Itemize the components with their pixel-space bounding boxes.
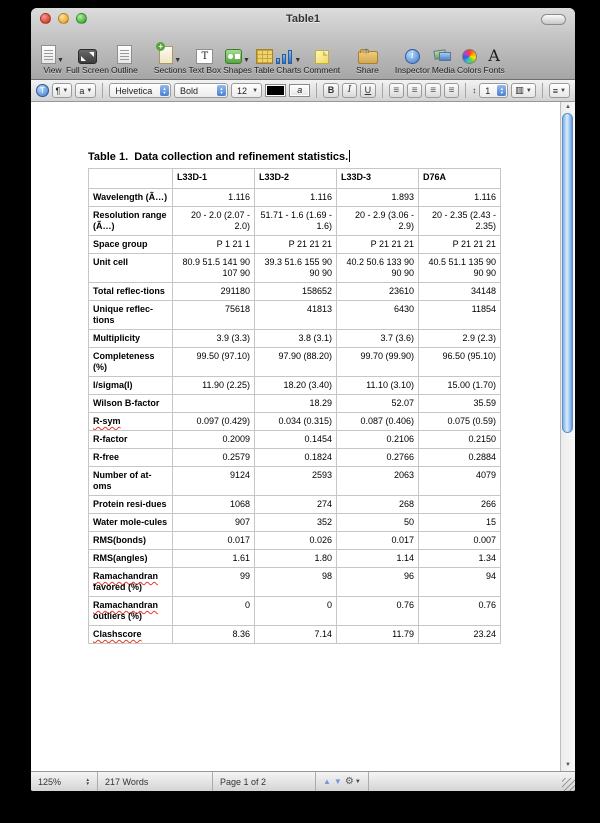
chevron-down-icon: ▼	[86, 87, 93, 94]
value-cell[interactable]: 34148	[419, 283, 501, 301]
sections-icon	[159, 46, 173, 64]
table-row	[89, 449, 501, 467]
full-screen-icon	[78, 49, 97, 64]
sections-button[interactable]	[154, 41, 187, 75]
italic-button[interactable]: I	[342, 83, 357, 98]
value-cell[interactable]: 1068	[173, 496, 255, 514]
table-row	[89, 597, 501, 626]
toolbar-label: Charts	[276, 65, 302, 75]
value-cell[interactable]: 1.34	[419, 550, 501, 568]
value-cell[interactable]: 40.5 51.1 135 90 90 90	[419, 254, 501, 283]
row-label: Multiplicity	[93, 333, 140, 343]
value-cell[interactable]: 98	[255, 568, 337, 597]
toolbar-label: Text Box	[188, 65, 222, 75]
value-cell[interactable]: 1.893	[337, 189, 419, 207]
value-cell[interactable]: 97.90 (88.20)	[255, 348, 337, 377]
row-label-cell[interactable]	[89, 597, 173, 626]
text-box-button[interactable]	[188, 41, 221, 75]
value-cell[interactable]: 23610	[337, 283, 419, 301]
value-cell[interactable]: 20 - 2.35 (2.43 - 2.35)	[419, 207, 501, 236]
scroll-up-arrow-icon[interactable]: ▲	[565, 104, 571, 110]
columns-icon: ▥	[515, 85, 524, 95]
document-area[interactable]	[31, 102, 575, 771]
value-cell[interactable]: 907	[173, 514, 255, 532]
share-icon	[358, 51, 378, 64]
value-cell[interactable]: 2593	[255, 467, 337, 496]
colors-icon	[462, 49, 477, 64]
text-box-icon: T	[196, 49, 213, 64]
value-cell[interactable]: 0.2884	[419, 449, 501, 467]
value-cell[interactable]: 1.14	[337, 550, 419, 568]
table-icon	[256, 49, 273, 64]
row-label-cell[interactable]	[89, 413, 173, 431]
outline-button[interactable]	[111, 41, 138, 75]
value-cell[interactable]: 352	[255, 514, 337, 532]
stepper-icon: ▲ ▼	[217, 85, 226, 96]
misspelled-word: Clashscore	[93, 629, 142, 639]
value-cell[interactable]: 0.2579	[173, 449, 255, 467]
value-cell[interactable]: 50	[337, 514, 419, 532]
row-label: R-free	[93, 452, 120, 462]
gear-menu-button[interactable]: ⚙ ▼	[344, 776, 361, 787]
zoom-stepper-icon[interactable]: ▲ ▼	[85, 776, 90, 786]
table-button[interactable]	[254, 41, 274, 75]
paragraph-style-dropdown[interactable]	[52, 83, 73, 98]
value-cell[interactable]	[173, 395, 255, 413]
header-cell[interactable]: L33D-3	[337, 169, 419, 189]
outline-icon	[117, 45, 132, 64]
zoom-control[interactable]	[31, 772, 98, 791]
vertical-scrollbar[interactable]	[560, 102, 575, 771]
misspelled-word: Ramachandran	[93, 600, 159, 610]
zoom-window-button[interactable]	[76, 13, 87, 24]
row-label-cell[interactable]	[89, 330, 173, 348]
value-cell[interactable]: P 1 21 1	[173, 236, 255, 254]
value-cell[interactable]: 9124	[173, 467, 255, 496]
value-cell[interactable]: 99.50 (97.10)	[173, 348, 255, 377]
media-button[interactable]	[432, 41, 455, 75]
value-cell[interactable]: 99.70 (99.90)	[337, 348, 419, 377]
value-cell[interactable]: 39.3 51.6 155 90 90 90	[255, 254, 337, 283]
value-cell[interactable]: 11.90 (2.25)	[173, 377, 255, 395]
comment-button[interactable]	[303, 41, 340, 75]
view-button[interactable]	[41, 41, 64, 75]
charts-icon	[276, 49, 293, 64]
table-row	[89, 467, 501, 496]
chevron-down-icon: ▼	[559, 87, 566, 94]
row-label-cell[interactable]	[89, 377, 173, 395]
value-cell[interactable]: 1.61	[173, 550, 255, 568]
caption-text[interactable]: Table 1. Data collection and refinement statistics.	[88, 151, 349, 163]
value-cell[interactable]: 0.007	[419, 532, 501, 550]
row-label: Resolution range (Ã…)	[93, 210, 167, 231]
window-title: Table1	[285, 12, 321, 25]
scrollbar-thumb[interactable]	[562, 113, 573, 433]
value-cell[interactable]: 2063	[337, 467, 419, 496]
toolbar-label: Colors	[456, 65, 482, 75]
table-row	[89, 377, 501, 395]
table-row	[89, 568, 501, 597]
misspelled-word: Ramachandran	[93, 571, 159, 581]
row-label-cell[interactable]	[89, 207, 173, 236]
value-cell[interactable]: 1.116	[419, 189, 501, 207]
chevron-down-icon: ▼	[243, 57, 250, 64]
divider	[465, 83, 466, 98]
list-icon: ≡	[552, 85, 558, 96]
value-cell[interactable]: 0.2766	[337, 449, 419, 467]
align-left-button[interactable]: ≡	[389, 83, 404, 98]
value-cell[interactable]: 11.79	[337, 626, 419, 644]
chevron-down-icon: ▼	[252, 87, 259, 94]
divider	[382, 83, 383, 98]
row-label-cell[interactable]	[89, 626, 173, 644]
row-label: Protein resi-dues	[93, 499, 167, 509]
value-cell[interactable]: 96.50 (95.10)	[419, 348, 501, 377]
value-cell[interactable]: 0.2106	[337, 431, 419, 449]
value-cell[interactable]: 11854	[419, 301, 501, 330]
value-cell[interactable]: 1.116	[173, 189, 255, 207]
table-row	[89, 330, 501, 348]
value-cell[interactable]: P 21 21 21	[337, 236, 419, 254]
table-row	[89, 532, 501, 550]
chevron-down-icon: ▼	[174, 57, 182, 64]
row-label-cell[interactable]	[89, 301, 173, 330]
word-count: 217 Words	[98, 772, 213, 791]
value-cell[interactable]: 0.1824	[255, 449, 337, 467]
value-cell[interactable]: 268	[337, 496, 419, 514]
row-label: favored (%)	[93, 582, 143, 592]
header-cell[interactable]: L33D-1	[173, 169, 255, 189]
value-cell[interactable]: 274	[255, 496, 337, 514]
format-context-icon: T	[36, 84, 49, 97]
align-justify-button[interactable]: ≡	[444, 83, 459, 98]
text-color-well[interactable]	[265, 84, 286, 97]
toolbar-label: Share	[356, 65, 379, 75]
chevron-down-icon: ▼	[294, 57, 302, 64]
value-cell[interactable]: 18.20 (3.40)	[255, 377, 337, 395]
row-label-cell[interactable]	[89, 236, 173, 254]
row-label: RMS(angles)	[93, 553, 148, 563]
row-label: Unique reflec-tions	[93, 304, 154, 325]
row-label-cell[interactable]	[89, 254, 173, 283]
title-bar[interactable]	[31, 8, 575, 29]
value-cell[interactable]: 51.71 - 1.6 (1.69 - 1.6)	[255, 207, 337, 236]
window-chrome	[31, 8, 575, 80]
table-row	[89, 236, 501, 254]
shapes-icon	[225, 49, 242, 64]
row-label: Water mole-cules	[93, 517, 168, 527]
value-cell[interactable]: 0.017	[337, 532, 419, 550]
toolbar-label: View	[43, 65, 62, 75]
table-row	[89, 189, 501, 207]
row-label-cell[interactable]	[89, 431, 173, 449]
value-cell[interactable]: 7.14	[255, 626, 337, 644]
comment-icon	[315, 50, 329, 64]
value-cell[interactable]: 11.10 (3.10)	[337, 377, 419, 395]
status-bar	[31, 771, 575, 791]
value-cell[interactable]: 0.76	[419, 597, 501, 626]
font-size-select[interactable]	[231, 83, 262, 98]
value-cell[interactable]: 0.2150	[419, 431, 501, 449]
value-cell[interactable]: 18.29	[255, 395, 337, 413]
font-family-value: Helvetica	[115, 85, 153, 96]
value-cell[interactable]: 0.026	[255, 532, 337, 550]
value-cell[interactable]: 41813	[255, 301, 337, 330]
shapes-button[interactable]	[223, 41, 252, 75]
value-cell[interactable]: 52.07	[337, 395, 419, 413]
toolbar-label: Comment	[303, 65, 341, 75]
table-row	[89, 431, 501, 449]
row-label: Wavelength (Ã…)	[93, 192, 168, 202]
font-family-select[interactable]	[109, 83, 171, 98]
row-label: outliers (%)	[93, 611, 143, 621]
table-row	[89, 413, 501, 431]
row-label-cell[interactable]	[89, 395, 173, 413]
toolbar-label: Fonts	[483, 65, 505, 75]
value-cell[interactable]: 0.075 (0.59)	[419, 413, 501, 431]
value-cell[interactable]: 99	[173, 568, 255, 597]
value-cell[interactable]: 0.76	[337, 597, 419, 626]
row-label: Total reflec-tions	[93, 286, 165, 296]
value-cell[interactable]: 80.9 51.5 141 90 107 90	[173, 254, 255, 283]
value-cell[interactable]: 3.9 (3.3)	[173, 330, 255, 348]
row-label-cell[interactable]	[89, 189, 173, 207]
row-label: Number of at-oms	[93, 470, 152, 491]
view-icon	[41, 45, 56, 64]
zoom-level: 125%	[38, 776, 62, 787]
underline-button[interactable]: U	[360, 83, 375, 98]
value-cell[interactable]: 35.59	[419, 395, 501, 413]
header-cell[interactable]	[89, 169, 173, 189]
value-cell[interactable]: P 21 21 21	[255, 236, 337, 254]
chevron-down-icon: ▼	[62, 87, 69, 94]
close-button[interactable]	[40, 13, 51, 24]
value-cell[interactable]: 0.2009	[173, 431, 255, 449]
table-row	[89, 348, 501, 377]
value-cell[interactable]: 0.087 (0.406)	[337, 413, 419, 431]
value-cell[interactable]: 40.2 50.6 133 90 90 90	[337, 254, 419, 283]
value-cell[interactable]: 3.7 (3.6)	[337, 330, 419, 348]
page-indicator: Page 1 of 2	[213, 772, 316, 791]
font-size-value: 12	[237, 85, 248, 96]
character-style-dropdown[interactable]	[75, 83, 96, 98]
value-cell[interactable]: 3.8 (3.1)	[255, 330, 337, 348]
share-button[interactable]	[356, 41, 379, 75]
line-spacing-icon: ↕	[472, 86, 477, 95]
line-spacing-select[interactable]	[479, 83, 508, 98]
value-cell[interactable]: 2.9 (2.3)	[419, 330, 501, 348]
resize-grip[interactable]	[562, 778, 575, 791]
charts-button[interactable]	[276, 41, 301, 75]
value-cell[interactable]: 23.24	[419, 626, 501, 644]
row-label-cell[interactable]	[89, 449, 173, 467]
row-label: Unit cell	[93, 257, 129, 267]
toolbar-label: Media	[431, 65, 455, 75]
value-cell[interactable]: 96	[337, 568, 419, 597]
stepper-icon: ▲ ▼	[497, 85, 506, 96]
row-label: Wilson B-factor	[93, 398, 160, 408]
divider	[316, 83, 317, 98]
table-row	[89, 254, 501, 283]
inspector-button[interactable]	[395, 41, 430, 75]
highlight-color-well[interactable]: a	[289, 84, 310, 97]
paragraph-style-label: ¶	[55, 85, 61, 96]
value-cell[interactable]: 291180	[173, 283, 255, 301]
align-center-button[interactable]: ≡	[407, 83, 422, 98]
row-label-cell[interactable]	[89, 532, 173, 550]
character-style-label: a	[79, 85, 85, 96]
minimize-button[interactable]	[58, 13, 69, 24]
line-spacing-value: 1	[485, 85, 491, 96]
row-label-cell[interactable]	[89, 467, 173, 496]
row-label-cell[interactable]	[89, 568, 173, 597]
toolbar-label: Inspector	[394, 65, 430, 75]
row-label-cell[interactable]	[89, 348, 173, 377]
table-row	[89, 496, 501, 514]
chevron-down-icon: ▼	[57, 57, 64, 64]
toolbar-label: Table	[253, 65, 275, 75]
value-cell[interactable]: 75618	[173, 301, 255, 330]
font-face-value: Bold	[179, 85, 198, 96]
table-row	[89, 283, 501, 301]
table-row	[89, 207, 501, 236]
toolbar-label: Full Screen	[65, 65, 109, 75]
value-cell[interactable]: 20 - 2.0 (2.07 - 2.0)	[173, 207, 255, 236]
value-cell[interactable]: 15.00 (1.70)	[419, 377, 501, 395]
media-icon	[433, 48, 453, 64]
value-cell[interactable]: 1.80	[255, 550, 337, 568]
full-screen-button[interactable]	[66, 41, 109, 75]
inspector-icon: i	[405, 49, 420, 64]
toolbar-label: Sections	[153, 65, 187, 75]
header-cell[interactable]: L33D-2	[255, 169, 337, 189]
value-cell[interactable]: 20 - 2.9 (3.06 - 2.9)	[337, 207, 419, 236]
traffic-lights	[40, 13, 87, 24]
value-cell[interactable]: 0	[255, 597, 337, 626]
header-row	[89, 169, 501, 189]
value-cell[interactable]: 0.1454	[255, 431, 337, 449]
row-label: I/sigma(I)	[93, 380, 133, 390]
table-row	[89, 550, 501, 568]
stepper-icon: ▲ ▼	[160, 85, 169, 96]
fonts-button[interactable]	[484, 41, 505, 75]
list-style-dropdown[interactable]	[549, 83, 570, 98]
row-label-cell[interactable]	[89, 550, 173, 568]
chevron-down-icon: ▼	[354, 778, 361, 785]
value-cell[interactable]: P 21 21 21	[419, 236, 501, 254]
value-cell[interactable]: 0.097 (0.429)	[173, 413, 255, 431]
value-cell[interactable]: 4079	[419, 467, 501, 496]
page-navigation	[316, 772, 369, 791]
colors-button[interactable]	[457, 41, 482, 75]
format-bar	[31, 80, 575, 102]
columns-dropdown[interactable]	[511, 83, 535, 98]
value-cell[interactable]: 94	[419, 568, 501, 597]
toolbar-label: Shapes	[223, 65, 252, 75]
value-cell[interactable]: 158652	[255, 283, 337, 301]
value-cell[interactable]: 266	[419, 496, 501, 514]
table-row	[89, 626, 501, 644]
scroll-down-arrow-icon[interactable]: ▼	[565, 762, 571, 768]
previous-page-button[interactable]: ▲	[323, 776, 331, 786]
row-label-cell[interactable]	[89, 283, 173, 301]
chevron-down-icon: ▼	[525, 87, 532, 94]
toolbar-toggle-button[interactable]	[541, 14, 566, 25]
row-label: Space group	[93, 239, 148, 249]
fonts-icon: A	[488, 46, 500, 65]
value-cell[interactable]: 0.034 (0.315)	[255, 413, 337, 431]
row-label: Completeness (%)	[93, 351, 155, 372]
align-right-button[interactable]: ≡	[425, 83, 440, 98]
row-label: RMS(bonds)	[93, 535, 146, 545]
divider	[102, 83, 103, 98]
text-cursor	[349, 150, 350, 162]
divider	[542, 83, 543, 98]
table-row	[89, 301, 501, 330]
toolbar-label: Outline	[110, 65, 138, 75]
misspelled-word: R-sym	[93, 416, 121, 426]
font-face-select[interactable]	[174, 83, 228, 98]
stats-table[interactable]	[88, 168, 501, 644]
value-cell[interactable]: 1.116	[255, 189, 337, 207]
row-label-cell[interactable]	[89, 496, 173, 514]
value-cell[interactable]: 8.36	[173, 626, 255, 644]
row-label-cell[interactable]	[89, 514, 173, 532]
table-row	[89, 514, 501, 532]
header-cell[interactable]: D76A	[419, 169, 501, 189]
row-label: R-factor	[93, 434, 128, 444]
bold-button[interactable]: B	[323, 83, 338, 98]
pages-window	[31, 8, 575, 791]
stats-table-body	[89, 189, 501, 644]
main-toolbar	[31, 29, 575, 79]
value-cell[interactable]: 15	[419, 514, 501, 532]
table-caption[interactable]	[88, 150, 350, 163]
table-row	[89, 395, 501, 413]
value-cell[interactable]: 0	[173, 597, 255, 626]
value-cell[interactable]: 0.017	[173, 532, 255, 550]
next-page-button[interactable]: ▼	[333, 776, 342, 786]
value-cell[interactable]: 6430	[337, 301, 419, 330]
